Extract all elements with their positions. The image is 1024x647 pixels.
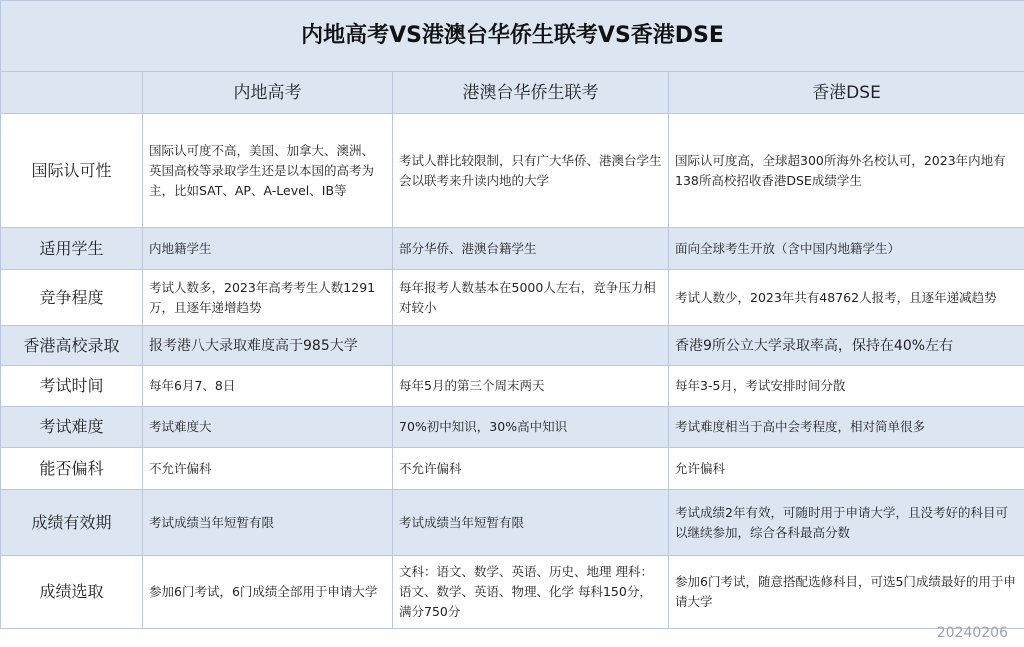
row-label: 考试时间 [1, 366, 143, 407]
row-label: 能否偏科 [1, 448, 143, 490]
cell-gaokao: 参加6门考试，6门成绩全部用于申请大学 [143, 556, 393, 629]
row-label: 成绩有效期 [1, 490, 143, 556]
corner-cell [1, 72, 143, 114]
table-row [1, 270, 1024, 326]
table-row [1, 556, 1024, 629]
cell-gaokao: 考试成绩当年短暂有限 [143, 490, 393, 556]
row-label: 竞争程度 [1, 270, 143, 326]
cell-dse: 香港9所公立大学录取率高，保持在40%左右 [669, 326, 1024, 366]
cell-gaokao: 内地籍学生 [143, 228, 393, 270]
table-row [1, 114, 1024, 228]
cell-lianka: 每年5月的第三个周末两天 [393, 366, 669, 407]
table-row [1, 326, 1024, 366]
col-header-lianka: 港澳台华侨生联考 [393, 72, 669, 114]
cell-gaokao: 国际认可度不高，美国、加拿大、澳洲、英国高校等录取学生还是以本国的高考为主，比如SAT、AP、A-Level、IB等 [143, 114, 393, 228]
table-row [1, 228, 1024, 270]
table-row [1, 448, 1024, 490]
table-title: 内地高考VS港澳台华侨生联考VS香港DSE [1, 1, 1024, 72]
header-row [1, 72, 1024, 114]
cell-gaokao: 考试难度大 [143, 407, 393, 448]
cell-lianka: 每年报考人数基本在5000人左右，竞争压力相对较小 [393, 270, 669, 326]
row-label: 适用学生 [1, 228, 143, 270]
cell-dse: 每年3-5月，考试安排时间分散 [669, 366, 1024, 407]
row-label: 香港高校录取 [1, 326, 143, 366]
col-header-dse: 香港DSE [669, 72, 1024, 114]
cell-dse: 考试人数少，2023年共有48762人报考，且逐年递减趋势 [669, 270, 1024, 326]
cell-dse: 面向全球考生开放（含中国内地籍学生） [669, 228, 1024, 270]
cell-dse: 考试成绩2年有效，可随时用于申请大学，且没考好的科目可以继续参加，综合各科最高分数 [669, 490, 1024, 556]
cell-lianka: 考试成绩当年短暂有限 [393, 490, 669, 556]
cell-gaokao: 不允许偏科 [143, 448, 393, 490]
table-row [1, 366, 1024, 407]
cell-dse: 考试难度相当于高中会考程度，相对简单很多 [669, 407, 1024, 448]
cell-lianka: 不允许偏科 [393, 448, 669, 490]
table-row [1, 490, 1024, 556]
cell-dse: 国际认可度高，全球超300所海外名校认可，2023年内地有138所高校招收香港DSE成绩学生 [669, 114, 1024, 228]
cell-gaokao: 考试人数多，2023年高考考生人数1291万，且逐年递增趋势 [143, 270, 393, 326]
date-stamp: 20240206 [936, 625, 1008, 641]
title-row [1, 1, 1024, 72]
cell-dse: 允许偏科 [669, 448, 1024, 490]
cell-lianka [393, 326, 669, 366]
cell-gaokao: 报考港八大录取难度高于985大学 [143, 326, 393, 366]
table-row [1, 407, 1024, 448]
row-label: 考试难度 [1, 407, 143, 448]
row-label: 成绩选取 [1, 556, 143, 629]
cell-lianka: 文科：语文、数学、英语、历史、地理 理科：语文、数学、英语、物理、化学 每科150分，满分750分 [393, 556, 669, 629]
cell-lianka: 部分华侨、港澳台籍学生 [393, 228, 669, 270]
col-header-gaokao: 内地高考 [143, 72, 393, 114]
row-label: 国际认可性 [1, 114, 143, 228]
cell-gaokao: 每年6月7、8日 [143, 366, 393, 407]
cell-lianka: 70%初中知识，30%高中知识 [393, 407, 669, 448]
cell-dse: 参加6门考试，随意搭配选修科目，可选5门成绩最好的用于申请大学 [669, 556, 1024, 629]
cell-lianka: 考试人群比较限制，只有广大华侨、港澳台学生会以联考来升读内地的大学 [393, 114, 669, 228]
